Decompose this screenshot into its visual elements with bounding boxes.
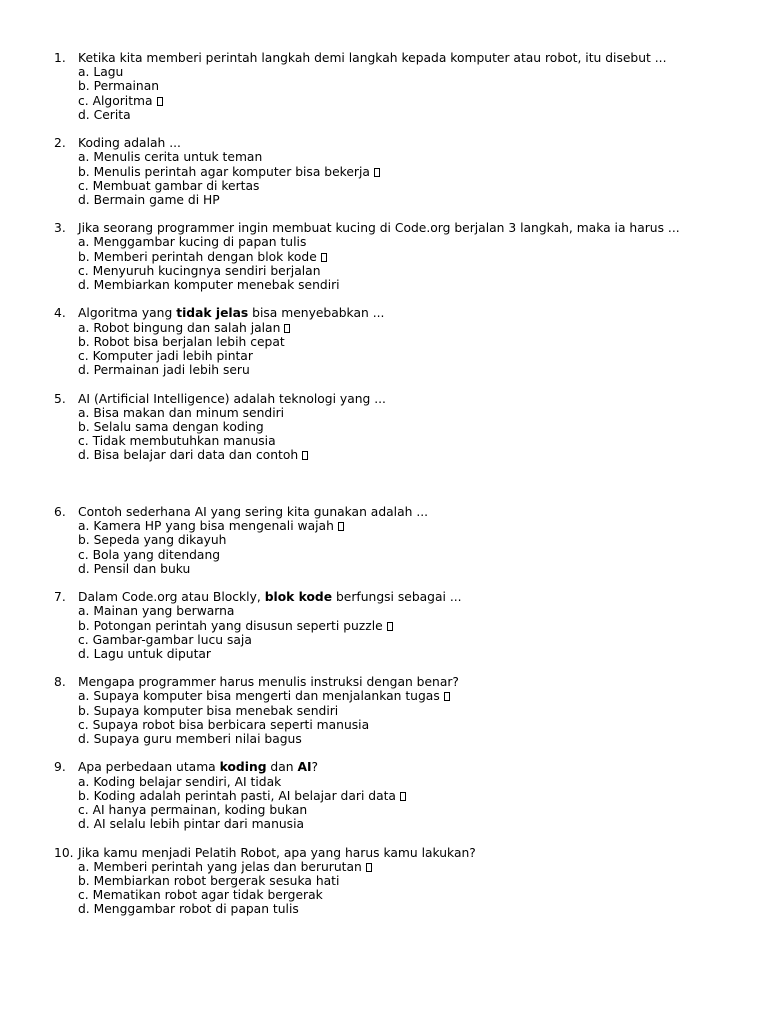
option-a: a. Lagu [78, 65, 124, 80]
question-line [0, 505, 768, 519]
answer-mark-icon [157, 97, 163, 106]
answer-mark-icon [338, 522, 344, 531]
option-b: b. Supaya komputer bisa menebak sendiri [78, 703, 339, 718]
option-c: c. Gambar-gambar lucu saja [78, 632, 252, 647]
question-line [0, 846, 768, 860]
question-number: 7. [54, 590, 66, 605]
option-a: a. Robot bingung dan salah jalan [0, 321, 768, 335]
emphasis-text: AI [297, 760, 312, 775]
option-a: a. Menggambar kucing di papan tulis [78, 235, 307, 250]
question-2 [0, 136, 768, 207]
question-text: Contoh sederhana AI yang sering kita gunakan adalah ... [78, 505, 429, 520]
question-text: Mengapa programmer harus menulis instruksi dengan benar? [78, 675, 459, 690]
option-d: d. Membiarkan komputer menebak sendiri [78, 278, 340, 292]
option-c: c. Algoritma [0, 94, 768, 108]
option-c: c. Tidak membutuhkan manusia [78, 434, 276, 449]
emphasis-text: tidak jelas [176, 306, 249, 321]
option-b: b. Sepeda yang dikayuh [78, 533, 227, 548]
answer-mark-icon [400, 792, 406, 801]
question-5 [0, 392, 768, 463]
option-d: d. Pensil dan buku [78, 561, 191, 576]
option-d: d. Bisa belajar dari data dan contoh [0, 448, 768, 462]
question-text: Dalam Code.org atau Blockly, blok kode berfungsi sebagai ... [78, 590, 462, 605]
question-number: 3. [54, 221, 66, 236]
question-line [0, 136, 768, 150]
option-a: a. Bisa makan dan minum sendiri [78, 405, 285, 420]
answer-mark-icon [374, 168, 380, 177]
option-c: c. AI hanya permainan, koding bukan [78, 802, 308, 817]
option-b: b. Permainan [78, 79, 160, 94]
answer-mark-icon [387, 622, 393, 631]
question-3 [0, 221, 768, 292]
question-7 [0, 590, 768, 661]
option-d: d. Lagu untuk diputar [78, 646, 211, 661]
option-c: c. Bola yang ditendang [78, 547, 221, 562]
question-1 [0, 51, 768, 122]
answer-mark-icon [444, 692, 450, 701]
question-number: 4. [54, 306, 66, 321]
question-number: 2. [54, 136, 66, 151]
question-line [0, 221, 768, 235]
question-text: Koding adalah ... [78, 136, 181, 151]
question-9 [0, 760, 768, 831]
emphasis-text: koding [219, 760, 267, 775]
answer-mark-icon [321, 253, 327, 262]
answer-mark-icon [302, 451, 308, 460]
question-line [0, 392, 768, 406]
quiz-list [0, 51, 768, 931]
question-number: 5. [54, 391, 66, 406]
option-d: d. Cerita [78, 107, 131, 122]
option-b: b. Selalu sama dengan koding [78, 419, 264, 434]
option-a: a. Kamera HP yang bisa mengenali wajah [0, 519, 768, 533]
question-4 [0, 306, 768, 377]
question-text: Apa perbedaan utama koding dan AI? [78, 760, 319, 775]
question-line [0, 590, 768, 604]
option-c: c. Mematikan robot agar tidak bergerak [78, 888, 323, 903]
question-8 [0, 675, 768, 746]
question-text: AI (Artificial Intelligence) adalah teknologi yang ... [78, 391, 386, 406]
question-number: 1. [54, 51, 66, 65]
option-b: b. Menulis perintah agar komputer bisa bekerja [0, 165, 768, 179]
option-d: d. Bermain game di HP [78, 192, 220, 207]
option-a: a. Koding belajar sendiri, AI tidak [78, 774, 282, 789]
option-c: c. Menyuruh kucingnya sendiri berjalan [78, 263, 321, 278]
option-a: a. Memberi perintah yang jelas dan berurutan [0, 860, 768, 874]
question-number: 6. [54, 505, 66, 520]
answer-mark-icon [284, 324, 290, 333]
option-a: a. Supaya komputer bisa mengerti dan menjalankan tugas [0, 689, 768, 703]
option-a: a. Mainan yang berwarna [78, 604, 235, 619]
question-number: 10. [54, 845, 74, 860]
question-line [0, 306, 768, 320]
option-b: b. Koding adalah perintah pasti, AI belajar dari data [0, 789, 768, 803]
option-d: d. Supaya guru memberi nilai bagus [78, 732, 302, 747]
question-line [0, 51, 768, 65]
option-a: a. Menulis cerita untuk teman [78, 150, 263, 165]
answer-mark-icon [366, 863, 372, 872]
question-text: Jika kamu menjadi Pelatih Robot, apa yang harus kamu lakukan? [78, 845, 476, 860]
question-text: Jika seorang programmer ingin membuat kucing di Code.org berjalan 3 langkah, maka ia harus ... [78, 221, 680, 236]
question-text: Algoritma yang tidak jelas bisa menyebabkan ... [78, 306, 385, 321]
option-c: c. Komputer jadi lebih pintar [78, 348, 253, 363]
option-d: d. Permainan jadi lebih seru [78, 363, 250, 378]
option-c: c. Supaya robot bisa berbicara seperti manusia [78, 717, 370, 732]
question-number: 9. [54, 760, 66, 775]
question-text: Ketika kita memberi perintah langkah demi langkah kepada komputer atau robot, itu disebut ... [78, 51, 667, 65]
question-line [0, 675, 768, 689]
emphasis-text: blok kode [264, 590, 333, 605]
question-10 [0, 846, 768, 917]
option-b: b. Potongan perintah yang disusun seperti puzzle [0, 619, 768, 633]
question-line [0, 760, 768, 774]
option-d: d. Menggambar robot di papan tulis [78, 902, 299, 917]
option-d: d. AI selalu lebih pintar dari manusia [78, 817, 305, 832]
question-number: 8. [54, 675, 66, 690]
option-c: c. Membuat gambar di kertas [78, 178, 260, 193]
option-b: b. Memberi perintah dengan blok kode [0, 250, 768, 264]
option-b: b. Membiarkan robot bergerak sesuka hati [78, 873, 340, 888]
option-b: b. Robot bisa berjalan lebih cepat [78, 334, 285, 349]
question-6 [0, 505, 768, 576]
